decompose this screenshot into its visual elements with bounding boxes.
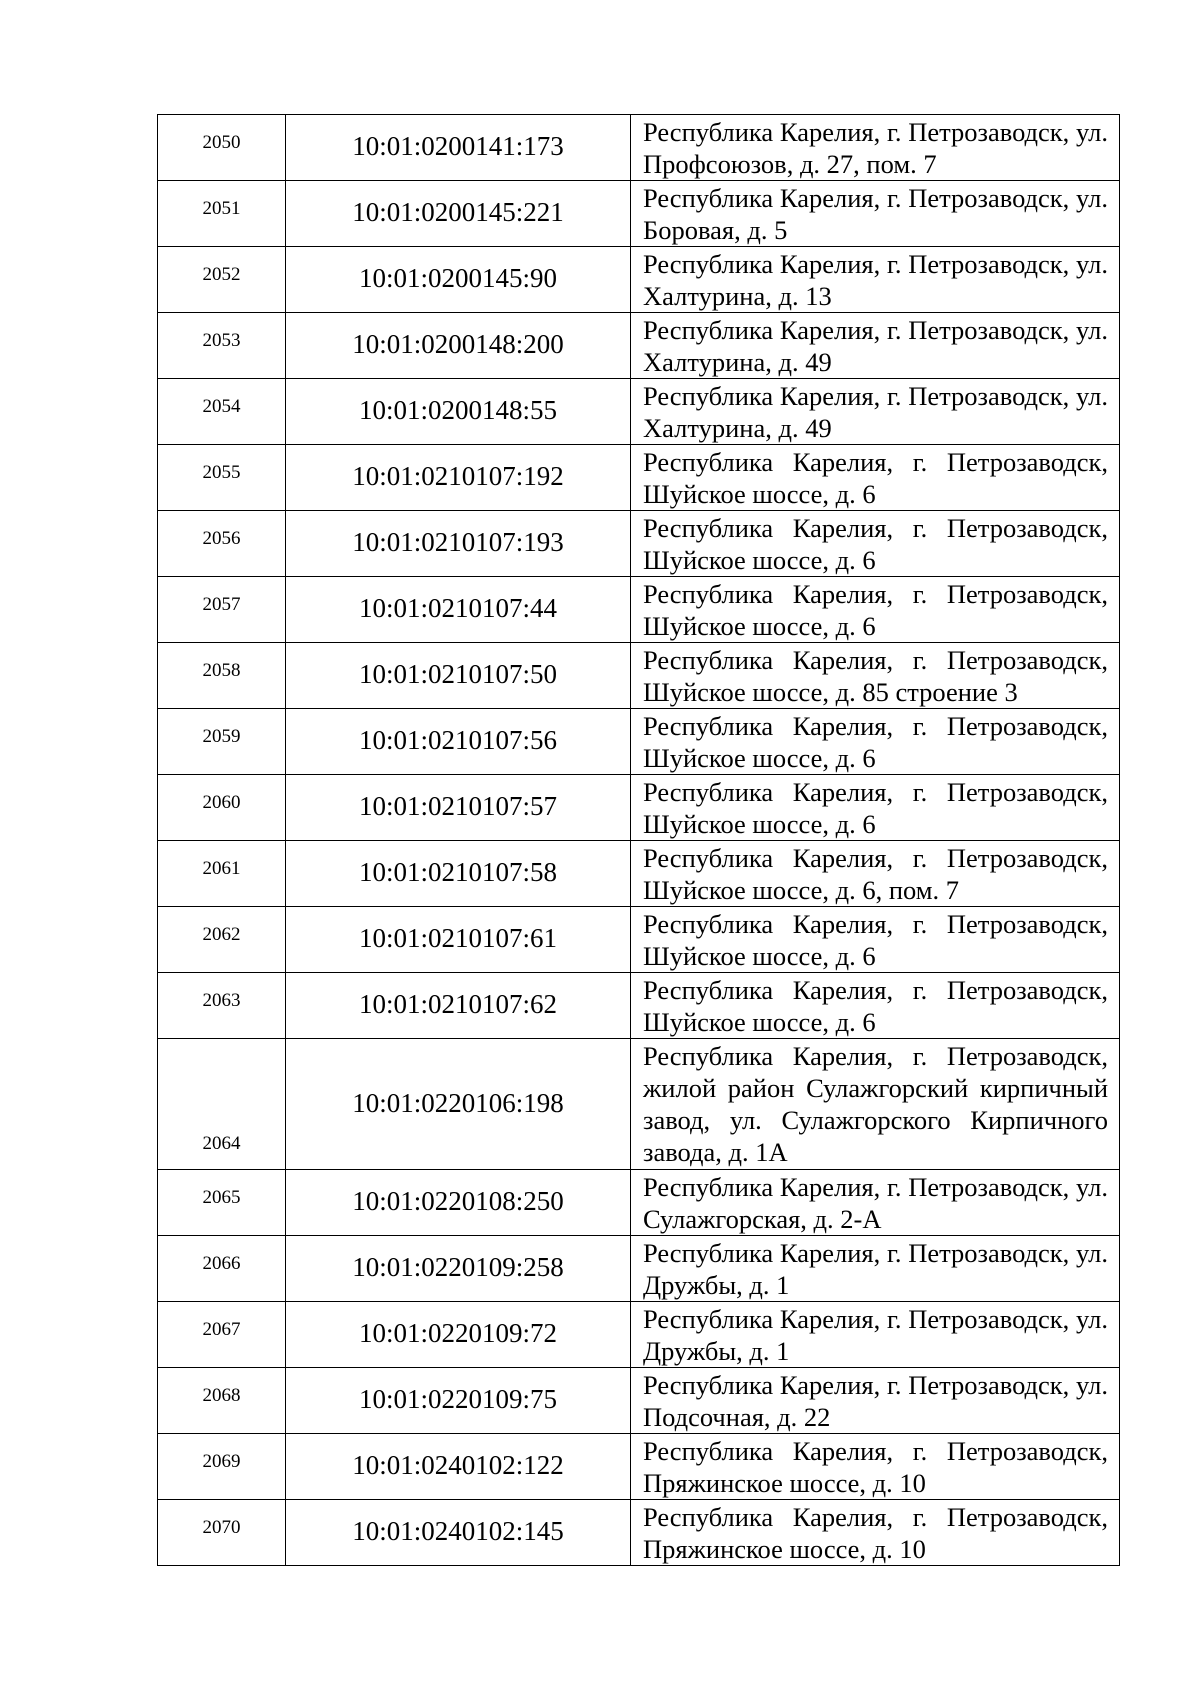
table-row: [158, 973, 1120, 1039]
row-number: 2069: [158, 1434, 286, 1500]
row-number: 2051: [158, 181, 286, 247]
address: Республика Карелия, г. Петрозаводск, Шуйское шоссе, д. 6: [631, 709, 1120, 775]
cadastral-number: 10:01:0200148:55: [286, 379, 631, 445]
cadastral-number: 10:01:0210107:57: [286, 775, 631, 841]
cadastral-number: 10:01:0210107:50: [286, 643, 631, 709]
address: Республика Карелия, г. Петрозаводск, ул. Дружбы, д. 1: [631, 1302, 1120, 1368]
address: Республика Карелия, г. Петрозаводск, Шуйское шоссе, д. 6: [631, 775, 1120, 841]
row-number: 2061: [158, 841, 286, 907]
address: Республика Карелия, г. Петрозаводск, ул. Дружбы, д. 1: [631, 1236, 1120, 1302]
row-number: 2060: [158, 775, 286, 841]
table-row: [158, 1170, 1120, 1236]
row-number: 2062: [158, 907, 286, 973]
cadastral-number: 10:01:0240102:122: [286, 1434, 631, 1500]
table-row: [158, 841, 1120, 907]
table-row: [158, 445, 1120, 511]
table-row: [158, 1434, 1120, 1500]
address: Республика Карелия, г. Петрозаводск, ул. Сулажгорская, д. 2-А: [631, 1170, 1120, 1236]
row-number: 2054: [158, 379, 286, 445]
cadastral-number: 10:01:0210107:193: [286, 511, 631, 577]
table-row: [158, 1500, 1120, 1566]
cadastral-number: 10:01:0210107:61: [286, 907, 631, 973]
cadastral-number: 10:01:0210107:44: [286, 577, 631, 643]
row-number: 2052: [158, 247, 286, 313]
row-number: 2053: [158, 313, 286, 379]
cadastral-number: 10:01:0220109:75: [286, 1368, 631, 1434]
cadastral-number: 10:01:0210107:62: [286, 973, 631, 1039]
cadastral-number: 10:01:0200145:90: [286, 247, 631, 313]
cadastral-number: 10:01:0210107:56: [286, 709, 631, 775]
address: Республика Карелия, г. Петрозаводск, Шуйское шоссе, д. 6: [631, 445, 1120, 511]
address: Республика Карелия, г. Петрозаводск, Пряжинское шоссе, д. 10: [631, 1500, 1120, 1566]
cadastral-number: 10:01:0200148:200: [286, 313, 631, 379]
address: Республика Карелия, г. Петрозаводск, ул. Боровая, д. 5: [631, 181, 1120, 247]
cadastral-number: 10:01:0200145:221: [286, 181, 631, 247]
address: Республика Карелия, г. Петрозаводск, Шуйское шоссе, д. 6, пом. 7: [631, 841, 1120, 907]
table-row: [158, 775, 1120, 841]
address: Республика Карелия, г. Петрозаводск, Шуйское шоссе, д. 6: [631, 577, 1120, 643]
row-number: 2059: [158, 709, 286, 775]
property-table: [157, 114, 1120, 1566]
row-number: 2070: [158, 1500, 286, 1566]
address: Республика Карелия, г. Петрозаводск, ул. Профсоюзов, д. 27, пом. 7: [631, 115, 1120, 181]
row-number: 2067: [158, 1302, 286, 1368]
row-number: 2066: [158, 1236, 286, 1302]
table-row: [158, 115, 1120, 181]
row-number: 2065: [158, 1170, 286, 1236]
address: Республика Карелия, г. Петрозаводск, ул. Халтурина, д. 49: [631, 313, 1120, 379]
cadastral-number: 10:01:0210107:192: [286, 445, 631, 511]
table-row: [158, 577, 1120, 643]
cadastral-number: 10:01:0220109:72: [286, 1302, 631, 1368]
row-number: 2056: [158, 511, 286, 577]
row-number: 2068: [158, 1368, 286, 1434]
row-number: 2055: [158, 445, 286, 511]
address: Республика Карелия, г. Петрозаводск, Шуйское шоссе, д. 6: [631, 511, 1120, 577]
table-row: [158, 379, 1120, 445]
table-row: [158, 313, 1120, 379]
table-row: [158, 643, 1120, 709]
cadastral-number: 10:01:0240102:145: [286, 1500, 631, 1566]
table-row: [158, 1368, 1120, 1434]
table-row: [158, 1236, 1120, 1302]
row-number: 2057: [158, 577, 286, 643]
table-row: [158, 907, 1120, 973]
cadastral-number: 10:01:0220109:258: [286, 1236, 631, 1302]
cadastral-number: 10:01:0220106:198: [286, 1039, 631, 1170]
cadastral-number: 10:01:0220108:250: [286, 1170, 631, 1236]
table-row: [158, 181, 1120, 247]
table-row: [158, 511, 1120, 577]
table-row: [158, 1039, 1120, 1170]
address: Республика Карелия, г. Петрозаводск, Пряжинское шоссе, д. 10: [631, 1434, 1120, 1500]
table-row: [158, 1302, 1120, 1368]
address: Республика Карелия, г. Петрозаводск, Шуйское шоссе, д. 6: [631, 907, 1120, 973]
address: Республика Карелия, г. Петрозаводск, Шуйское шоссе, д. 6: [631, 973, 1120, 1039]
address: Республика Карелия, г. Петрозаводск, жилой район Сулажгорский кирпичный завод, ул. Сулажгорского Кирпичного завода, д. 1А: [631, 1039, 1120, 1170]
cadastral-number: 10:01:0200141:173: [286, 115, 631, 181]
address: Республика Карелия, г. Петрозаводск, ул. Халтурина, д. 13: [631, 247, 1120, 313]
row-number: 2063: [158, 973, 286, 1039]
address: Республика Карелия, г. Петрозаводск, ул. Подсочная, д. 22: [631, 1368, 1120, 1434]
table-row: [158, 247, 1120, 313]
row-number: 2064: [158, 1039, 286, 1170]
row-number: 2058: [158, 643, 286, 709]
table-row: [158, 709, 1120, 775]
cadastral-number: 10:01:0210107:58: [286, 841, 631, 907]
address: Республика Карелия, г. Петрозаводск, ул. Халтурина, д. 49: [631, 379, 1120, 445]
address: Республика Карелия, г. Петрозаводск, Шуйское шоссе, д. 85 строение 3: [631, 643, 1120, 709]
row-number: 2050: [158, 115, 286, 181]
